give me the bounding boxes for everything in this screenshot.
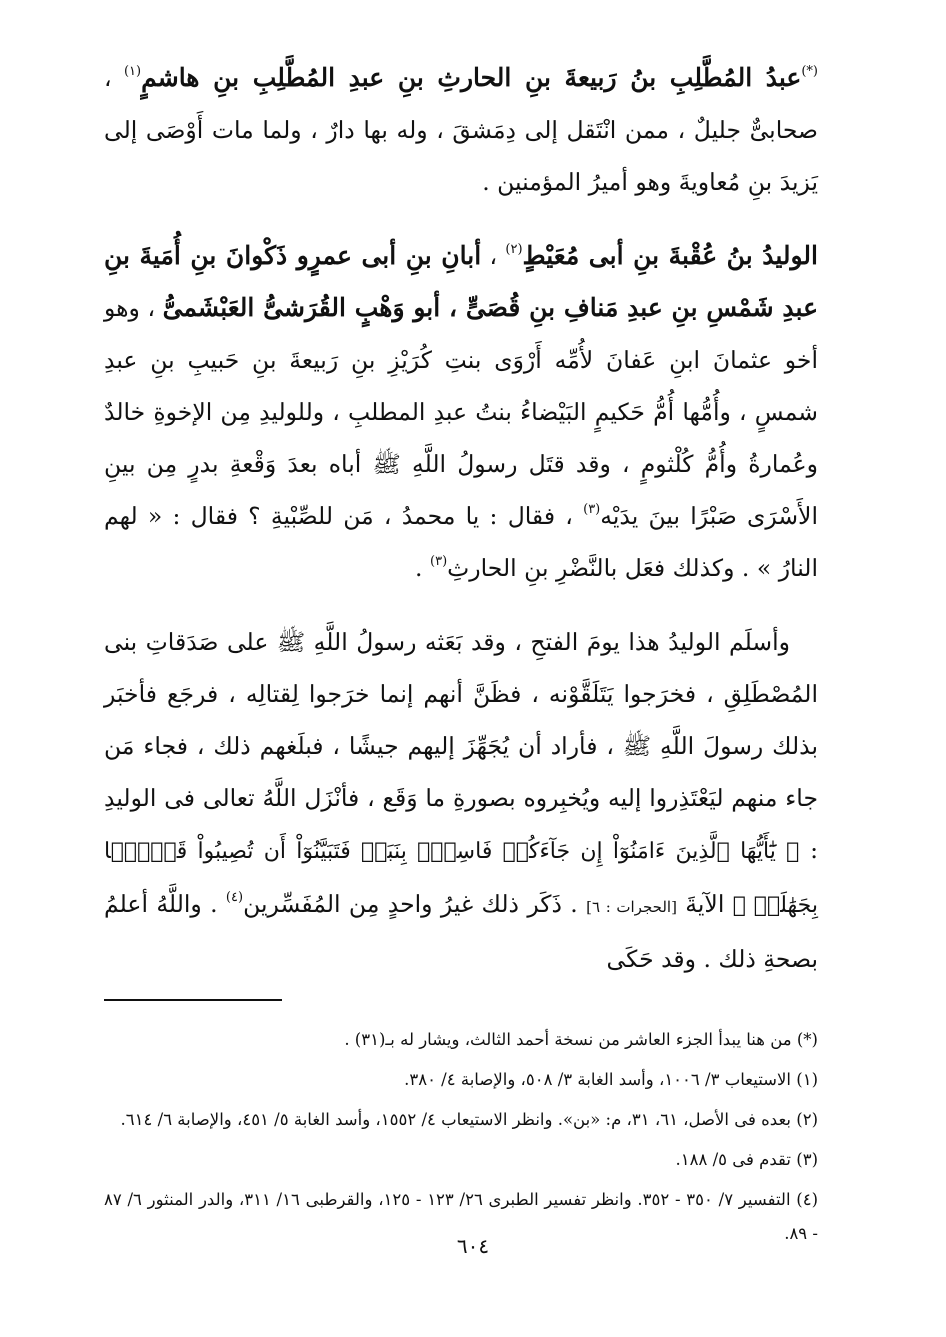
aya-label: الآيةَ [685, 890, 725, 918]
footnote-3: (٣) تقدم فى ٥/ ١٨٨. [675, 1150, 818, 1169]
paragraph-al-walid-islam [104, 616, 818, 985]
paragraph-text: وأسلَم الوليدُ هذا يومَ الفتحِ ، وقد بَعَثه رسولُ اللَّهِ ﷺ على صَدَقاتِ بنى المُصْطَلِقِ ، فخرَجوا يَتَلَقَّوْنه ، فظَنَّ أنهم إنما خرَجوا لِقتالِه ، فرجَع فأخبَر بذلك رسولَ اللَّهِ ﷺ ، فأراد أن يُجَهِّزَ إليهم جيشًا ، فبلَغهم ذلك ، فجاء مَن جاء منهم ليَعْتَذِروا إليه ويُخبِروه بصورةِ ما وَقَع ، فأنْزَل اللَّهُ تعالى فى الوليدِ : [104, 628, 818, 864]
entry-name: عبدُ المُطَّلِبِ بنُ رَبيعةَ بنِ الحارثِ بنِ عبدِ المُطَّلِبِ بنِ هاشمٍ [141, 63, 802, 92]
footnote-separator [104, 999, 282, 1001]
footnote-marker: (٢) [505, 242, 523, 257]
entry-lineage: أبانِ بنِ أبى عمرٍو ذَكْوانَ بنِ أُمَيةَ بنِ عبدِ شَمْسِ بنِ عبدِ مَنافِ بنِ قُصَىٍّ ، أبو وَهْبٍ القُرَشىُّ العَبْشَمىُّ [104, 241, 818, 322]
entry-name: الوليدُ بنُ عُقْبةَ بنِ أبى مُعَيْطٍ [522, 241, 818, 270]
page-number: ٦٠٤ [456, 1234, 490, 1258]
footnote-marker: (١) [123, 64, 142, 79]
footnote-1: (١) الاستيعاب ٣/ ١٠٠٦، وأسد الغابة ٣/ ٥٠٨، والإصابة ٤/ ٣٨٠. [404, 1070, 818, 1089]
footnote-marker: (٣) [583, 502, 601, 517]
footnote-marker: (٣) [430, 554, 448, 569]
footnote-star: (*) من هنا يبدأ الجزء العاشر من نسخة أحمد الثالث، ويشار له بـ(٣١) . [344, 1030, 818, 1049]
end-mark: . [415, 554, 423, 582]
entry-text: ، وهو أخو عثمانَ ابنِ عَفانَ لأُمِّه أَرْوَى بنتِ كُرَيْزِ بنِ رَبيعةَ بنِ حَبيبِ بنِ عبدِ شمسٍ ، وأُمُّها أُمُّ حَكيمٍ البَيْضاءُ بنتُ عبدِ المطلبِ ، وللوليدِ مِن الإخوةِ خالدٌ وعُمارةُ وأُمُّ كُلْثومٍ ، وقد قتَل رسولُ اللَّهِ ﷺ أباه بعدَ وَقْعةِ بدرٍ مِن بينِ الأَسْرَى صَبْرًا بينَ يدَيْه [104, 294, 818, 530]
surah-reference: [الحجرات : ٦] [586, 898, 677, 916]
footnotes [104, 1023, 818, 1251]
quran-verse: ﴿ يَٰٓأَيُّهَا ٱلَّذِينَ ءَامَنُوٓاْ إِن جَآءَكُمۡ فَاسِقُۢ بِنَبَإٖ فَتَبَيَّنُوٓاْ أَن تُصِيبُواْ قَوۡمَۢا بِجَهَٰلَةٖ ﴾ [104, 839, 818, 918]
entry-abd-al-muttalib [104, 52, 818, 208]
entry-al-walid [104, 230, 818, 594]
footnote-marker: (٤) [225, 890, 244, 905]
separator: ، [489, 242, 498, 270]
entry-text: ، صحابىٌّ جليلٌ ، ممن انْتَقل إلى دِمَشقَ ، وله بها دارٌ ، ولما مات أَوْصَى إلى يَزيدَ بنِ مُعاويةَ وهو أميرُ المؤمنين . [104, 64, 818, 196]
footnote-2: (٢) بعده فى الأصل، ٦١، ٣١، م: «بن». وانظر الاستيعاب ٤/ ١٥٥٢، وأسد الغابة ٥/ ٤٥١، والإصابة ٦/ ٦١٤. [120, 1110, 818, 1129]
footnote-marker-star: (*) [801, 64, 818, 79]
paragraph-text-end: . واللَّهُ أعلمُ بصحةِ ذلك . وقد حَكَى [104, 890, 818, 973]
paragraph-text-continued: . ذَكَر ذلك غيرُ واحدٍ مِن المُفَسِّرين [243, 890, 578, 918]
footnote-4: (٤) التفسير ٧/ ٣٥٠ - ٣٥٢. وانظر تفسير الطبرى ٢٦/ ١٢٣ - ١٢٥، والقرطبى ١٦/ ٣١١، والدر المنثور ٦/ ٨٧ - ٨٩. [104, 1190, 819, 1243]
entry-text-continued: ، فقال : يا محمدُ ، مَن للصِّبْيةِ ؟ فقال : « لهم النارُ » . وكذلك فعَل بالنَّضْرِ بنِ الحارثِ [104, 502, 818, 582]
